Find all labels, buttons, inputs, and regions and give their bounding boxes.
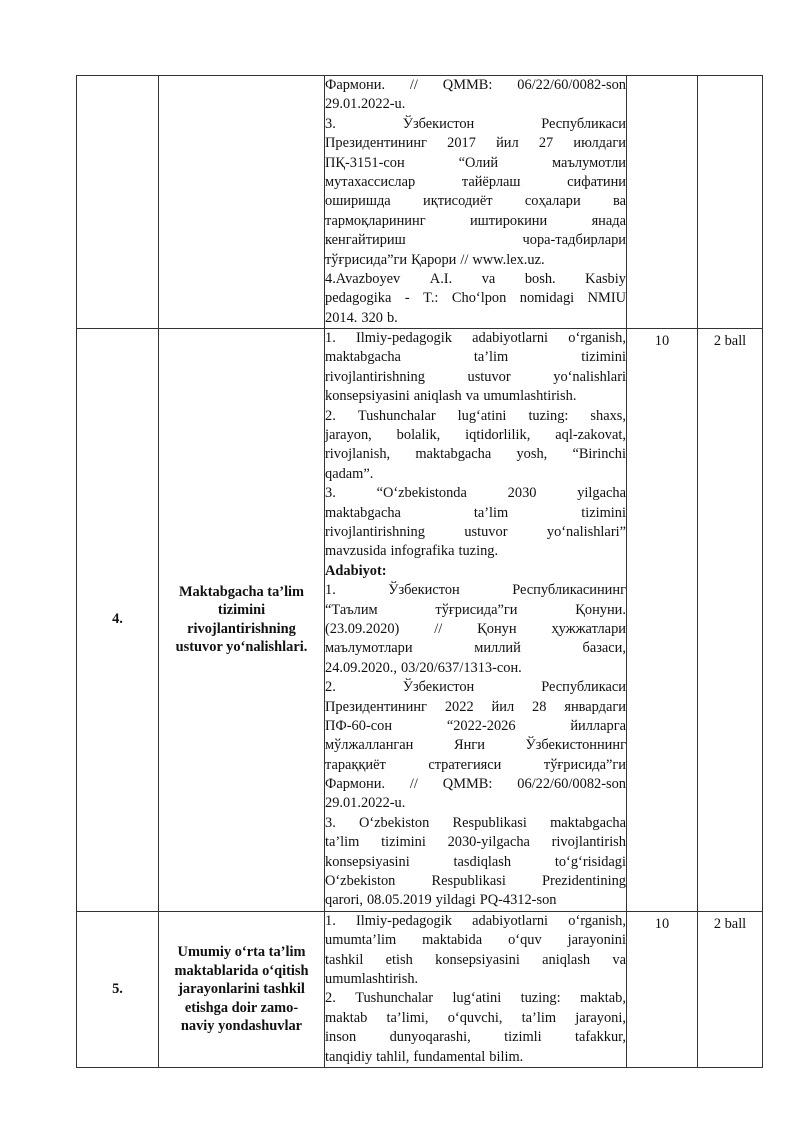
topic-cell — [159, 329, 325, 912]
topic-line: ustuvor yo‘nalishlari. — [175, 639, 308, 656]
topic-line: rivojlantirishning — [187, 620, 296, 637]
content-line: тараққиёт стратегияси тўғрисида”ги — [325, 756, 626, 773]
content-line: 29.01.2022-u. — [325, 795, 406, 812]
table-row — [77, 911, 763, 1067]
topic-cell — [159, 911, 325, 1067]
content-line: 2014. 320 b. — [325, 309, 398, 326]
content-line: pedagogika - T.: Cho‘lpon nomidagi NMIU — [325, 290, 626, 307]
assignment-table — [76, 75, 763, 1068]
content-line: оширишда иқтисодиёт соҳалари ва — [325, 193, 626, 210]
content-line: konsepsiyasini aniqlash va umumlashtirish. — [325, 388, 577, 405]
topic-line: tizimini — [217, 602, 266, 619]
content-line: jarayon, bolalik, iqtidorlilik, aql-zakovat, — [325, 427, 626, 444]
topic-cell — [159, 76, 325, 329]
content-line: маълумотлари миллий базаси, — [325, 640, 626, 657]
content-cell — [325, 911, 627, 1067]
row-number-cell: 5. — [77, 911, 159, 1067]
content-line: qarori, 08.05.2019 yildagi PQ-4312-son — [325, 892, 557, 909]
content-line: 2. Tushunchalar lug‘atini tuzing: shaxs, — [325, 407, 626, 424]
topic-line: Umumiy o‘rta ta’lim — [177, 944, 306, 961]
row-number-cell: 4. — [77, 329, 159, 912]
content-line: umumlashtirish. — [325, 970, 419, 987]
content-line: мўлжалланган Янги Ўзбекистоннинг — [325, 737, 626, 754]
content-line: 1. Ilmiy-pedagogik adabiyotlarni o‘rganish, — [325, 330, 626, 347]
topic-line: jarayonlarini tashkil — [178, 981, 305, 998]
row-number-cell — [77, 76, 159, 329]
content-line: mavzusida infografika tuzing. — [325, 543, 499, 560]
table-row — [77, 329, 763, 912]
content-line: “Таълим тўғрисида”ги Қонуни. — [325, 601, 626, 618]
content-line: 1. Ilmiy-pedagogik adabiyotlarni o‘rganish, — [325, 912, 626, 929]
content-line: maktabgacha ta’lim tizimini — [325, 504, 626, 521]
content-cell — [325, 76, 627, 329]
content-line: konsepsiyasini tasdiqlash to‘g‘risidagi — [325, 853, 626, 870]
content-line: ПФ-60-сон “2022-2026 йилларга — [325, 717, 626, 734]
content-cell — [325, 329, 627, 912]
content-line: мутахассислар тайёрлаш сифатини — [325, 173, 626, 190]
content-line: qadam”. — [325, 465, 374, 482]
score-cell: 2 ball — [698, 329, 763, 912]
topic-line: maktablarida o‘qitish — [174, 962, 309, 979]
content-line: (23.09.2020) // Қонун ҳужжатлари — [325, 620, 626, 637]
content-line: кенгайтириш чора-тадбирлари — [325, 232, 626, 249]
content-line: 3. Ўзбекистон Республикаси — [325, 115, 626, 132]
content-line: rivojlanish, maktabgacha yosh, “Birinchi — [325, 446, 626, 463]
content-line: 3. “O‘zbekistonda 2030 yilgacha — [325, 485, 626, 502]
content-line: Президентининг 2022 йил 28 январдаги — [325, 698, 626, 715]
content-line: tanqidiy tahlil, fundamental bilim. — [325, 1048, 524, 1065]
table-row — [77, 76, 763, 329]
content-line: 24.09.2020., 03/20/637/1313-сон. — [325, 659, 522, 676]
content-line: umumta’lim maktabida o‘quv jarayonini — [325, 932, 626, 949]
content-line: Adabiyot: — [325, 562, 387, 579]
content-line: 4.Avazboyev A.I. va bosh. Kasbiy — [325, 270, 626, 287]
content-line: 1. Ўзбекистон Республикасининг — [325, 582, 626, 599]
topic-line: etishga doir zamo- — [184, 999, 299, 1016]
content-line: тўғрисида”ги Қарори // www.lex.uz. — [325, 251, 545, 268]
content-line: 2. Tushunchalar lug‘atini tuzing: maktab, — [325, 990, 626, 1007]
content-line: тармоқларининг иштирокини янада — [325, 212, 626, 229]
content-line: 2. Ўзбекистон Республикаси — [325, 679, 626, 696]
hours-cell: 10 — [627, 911, 698, 1067]
content-line: ПҚ-3151-сон “Олий маълумотли — [325, 154, 626, 171]
content-line: 3. O‘zbekiston Respublikasi maktabgacha — [325, 814, 626, 831]
content-line: O‘zbekiston Respublikasi Prezidentining — [325, 873, 626, 890]
content-line: rivojlantirishning ustuvor yo‘nalishlari — [325, 368, 626, 385]
content-line: Фармони. // QMMB: 06/22/60/0082-son — [325, 776, 626, 793]
hours-cell — [627, 76, 698, 329]
content-line: maktab ta’limi, o‘quvchi, ta’lim jarayoni, — [325, 1009, 626, 1026]
hours-cell: 10 — [627, 329, 698, 912]
content-line: maktabgacha ta’lim tizimini — [325, 349, 626, 366]
topic-line: Maktabgacha ta’lim — [178, 583, 305, 600]
content-line: rivojlantirishning ustuvor yo‘nalishlari” — [325, 523, 626, 540]
topic-line: naviy yondashuvlar — [180, 1018, 303, 1035]
content-line: 29.01.2022-u. — [325, 96, 406, 113]
content-line: inson dunyoqarashi, tizimli tafakkur, — [325, 1029, 626, 1046]
content-line: ta’lim tizimini 2030-yilgacha rivojlantirish — [325, 834, 626, 851]
score-cell: 2 ball — [698, 911, 763, 1067]
content-line: tashkil etish konsepsiyasini aniqlash va — [325, 951, 626, 968]
content-line: Президентининг 2017 йил 27 июлдаги — [325, 135, 626, 152]
content-line: Фармони. // QMMB: 06/22/60/0082-son — [325, 77, 626, 93]
score-cell — [698, 76, 763, 329]
